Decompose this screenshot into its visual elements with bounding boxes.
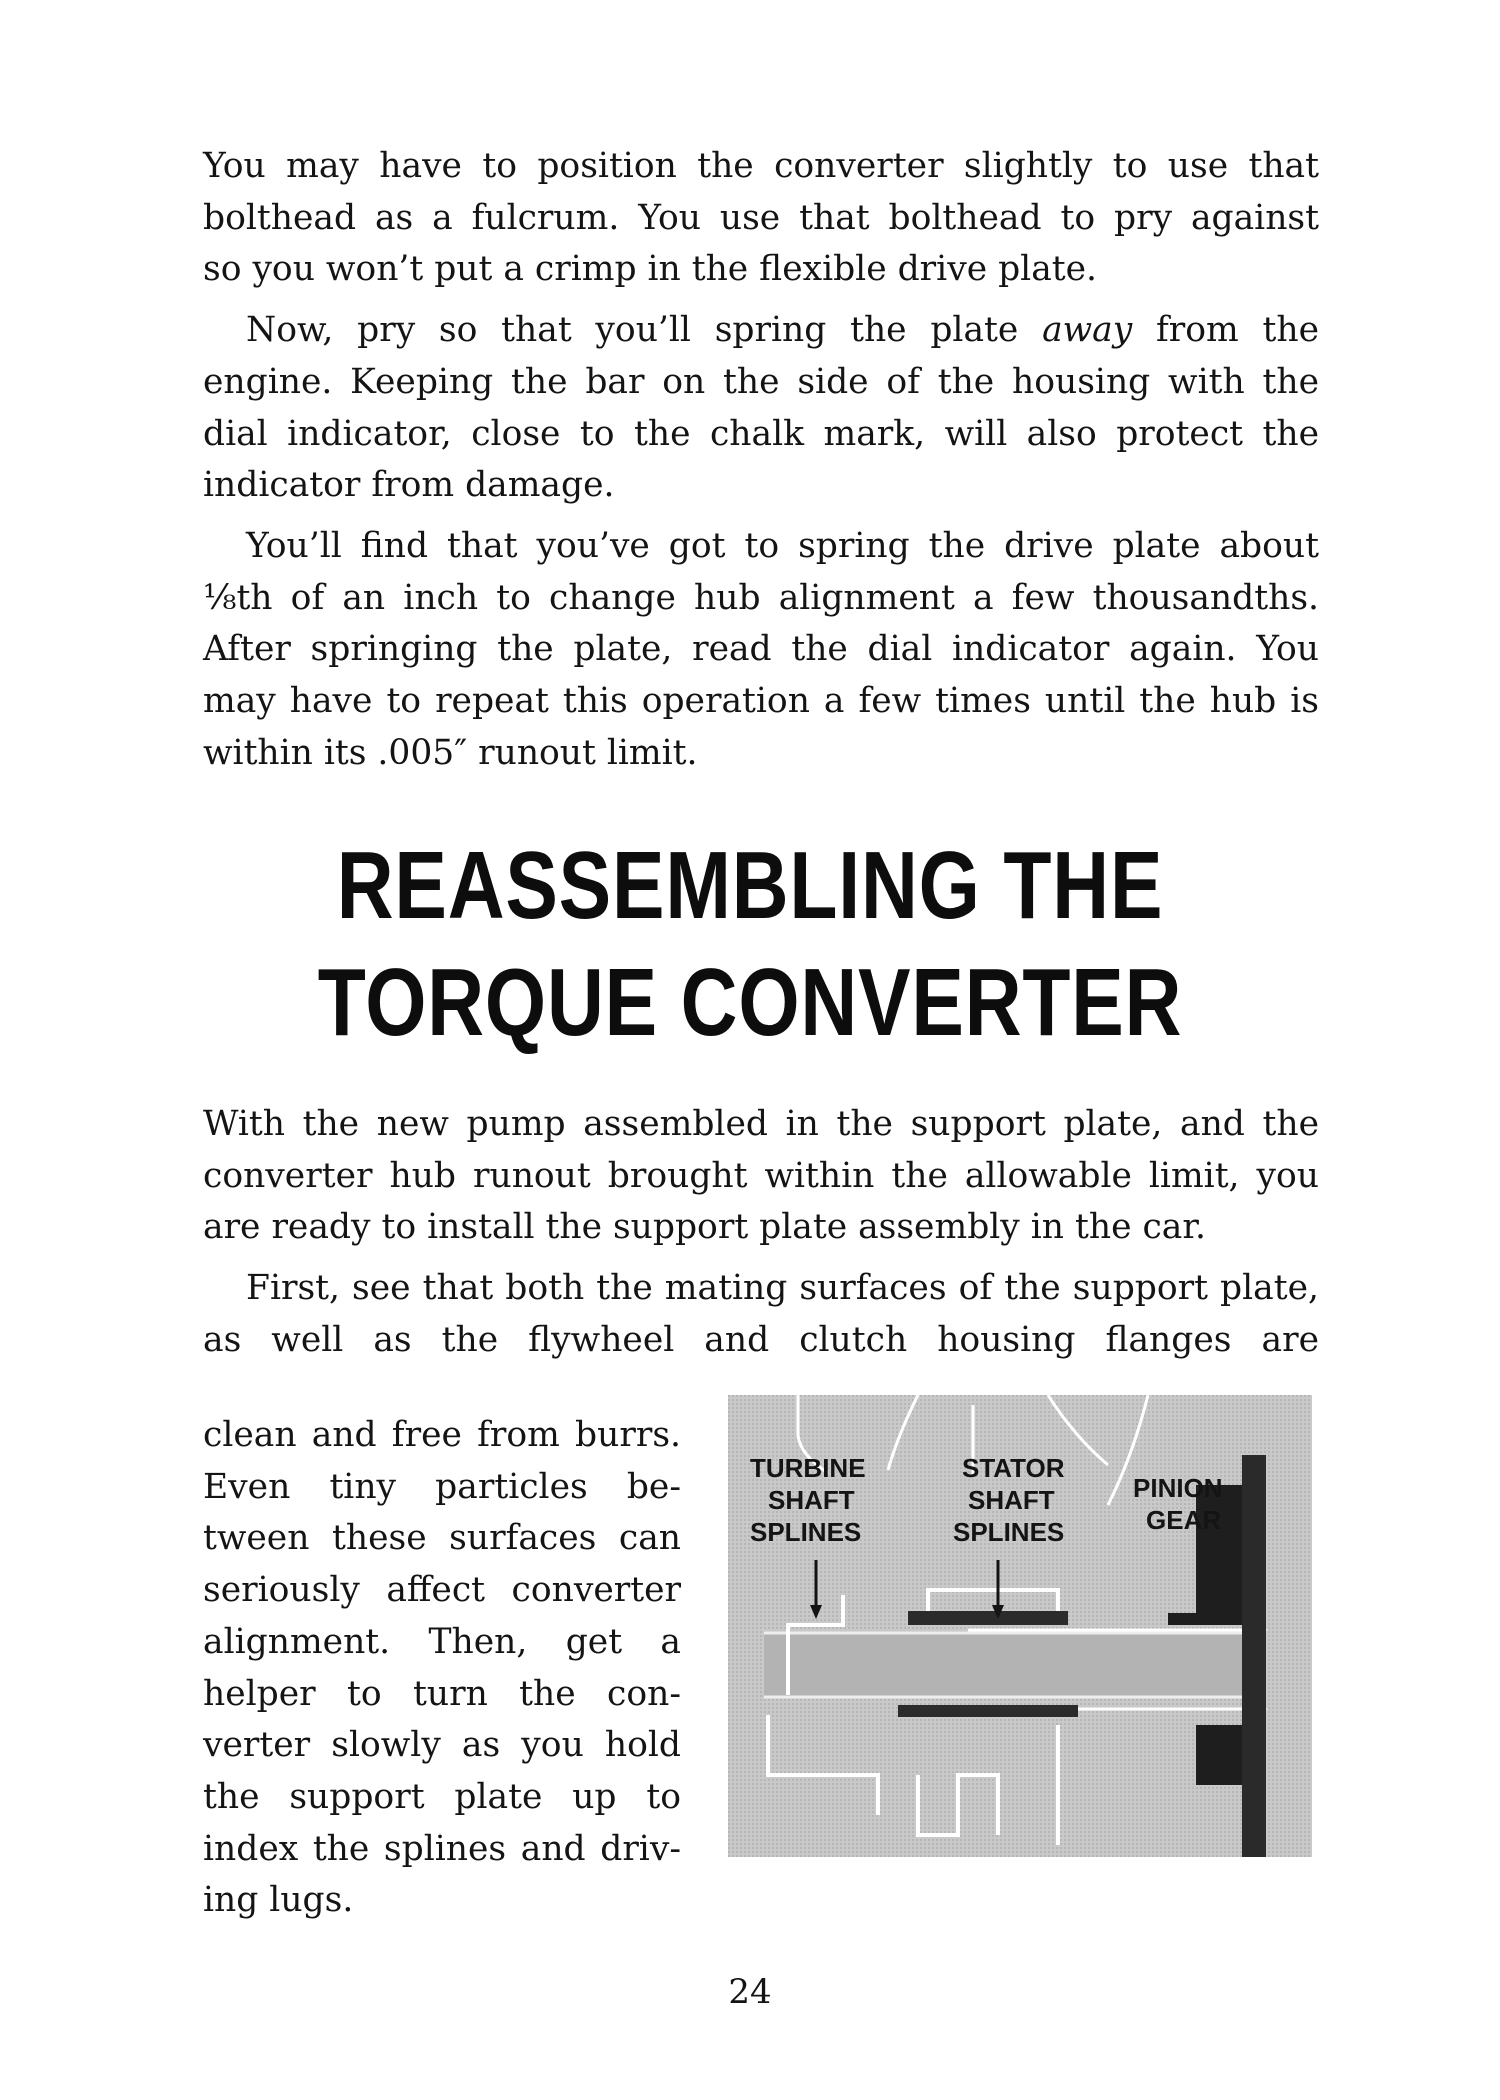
section-heading-line-1: REASSEMBLING THE <box>336 832 1164 939</box>
shaft-body <box>764 1633 1264 1697</box>
emphasis-away: away <box>1042 310 1133 351</box>
text-line: ing lugs. <box>203 1880 354 1921</box>
text-line: seriously affect converter <box>203 1570 681 1611</box>
label-stator-splines: SPLINES <box>953 1517 1065 1547</box>
intro-text <box>203 141 1319 779</box>
page-number: 24 <box>728 1972 772 2012</box>
label-turbine: TURBINE <box>750 1453 866 1483</box>
wrapped-text-column <box>203 1410 681 1927</box>
label-turbine-shaft: SHAFT <box>768 1485 855 1515</box>
paragraph-pry <box>203 305 1319 512</box>
spline-cross-section-figure <box>728 1395 1312 1857</box>
text-line: index the splines and driv- <box>203 1828 681 1869</box>
text-run: Now, pry so that you’ll spring the plate <box>246 310 1043 351</box>
label-pinion-gear: GEAR <box>1146 1505 1222 1535</box>
drive-plate <box>1242 1455 1266 1857</box>
text-line: helper to turn the con- <box>203 1673 681 1714</box>
text-run: from the engine. Keeping the bar on the side of the housing with the dial indicator, close to the chalk mark, will also protect the indicator from damage. <box>203 310 1319 506</box>
stator-splines <box>908 1611 1068 1625</box>
text-line: so you won’t put a crimp in the flexible drive plate. <box>203 249 1098 290</box>
paragraph-spring-plate: You’ll find that you’ve got to spring the drive plate about ⅛th of an inch to change hub alignment a few thousandths. After springing the plate, read the dial indicator again. You may have to repeat this operation a few times until the hub is within its .005″ runout limit. <box>203 525 1319 773</box>
section-text <box>203 1099 1319 1367</box>
text-line: tween these surfaces can <box>203 1518 681 1559</box>
paragraph-new-pump: With the new pump assembled in the support plate, and the converter hub runout brought within the allowable limit, you are ready to install the support plate assembly in the car. <box>203 1104 1319 1248</box>
text-line: You may have to position the converter slightly to use that <box>203 146 1319 186</box>
text-line: alignment. Then, get a <box>203 1621 681 1662</box>
paragraph-fulcrum <box>203 141 1319 296</box>
label-stator-shaft: SHAFT <box>968 1485 1055 1515</box>
stator-splines <box>898 1705 1078 1717</box>
text-line: clean and free from burrs. <box>203 1415 681 1455</box>
figure-drawing <box>728 1395 1312 1857</box>
label-turbine-splines: SPLINES <box>750 1517 862 1547</box>
paragraph-mating-surfaces: First, see that both the mating surfaces of the support plate, as well as the flywheel and clutch housing flanges are <box>203 1268 1319 1360</box>
label-stator: STATOR <box>962 1453 1065 1483</box>
text-line: bolthead as a fulcrum. You use that bolthead to pry against <box>203 197 1319 238</box>
section-heading-line-2: TORQUE CONVERTER <box>317 949 1183 1056</box>
text-line: verter slowly as you hold <box>203 1725 681 1766</box>
text-line: Even tiny particles be- <box>203 1466 681 1507</box>
text-line: the support plate up to <box>203 1776 681 1817</box>
label-pinion: PINION <box>1133 1473 1223 1503</box>
pinion-gear-lower <box>1196 1725 1242 1785</box>
